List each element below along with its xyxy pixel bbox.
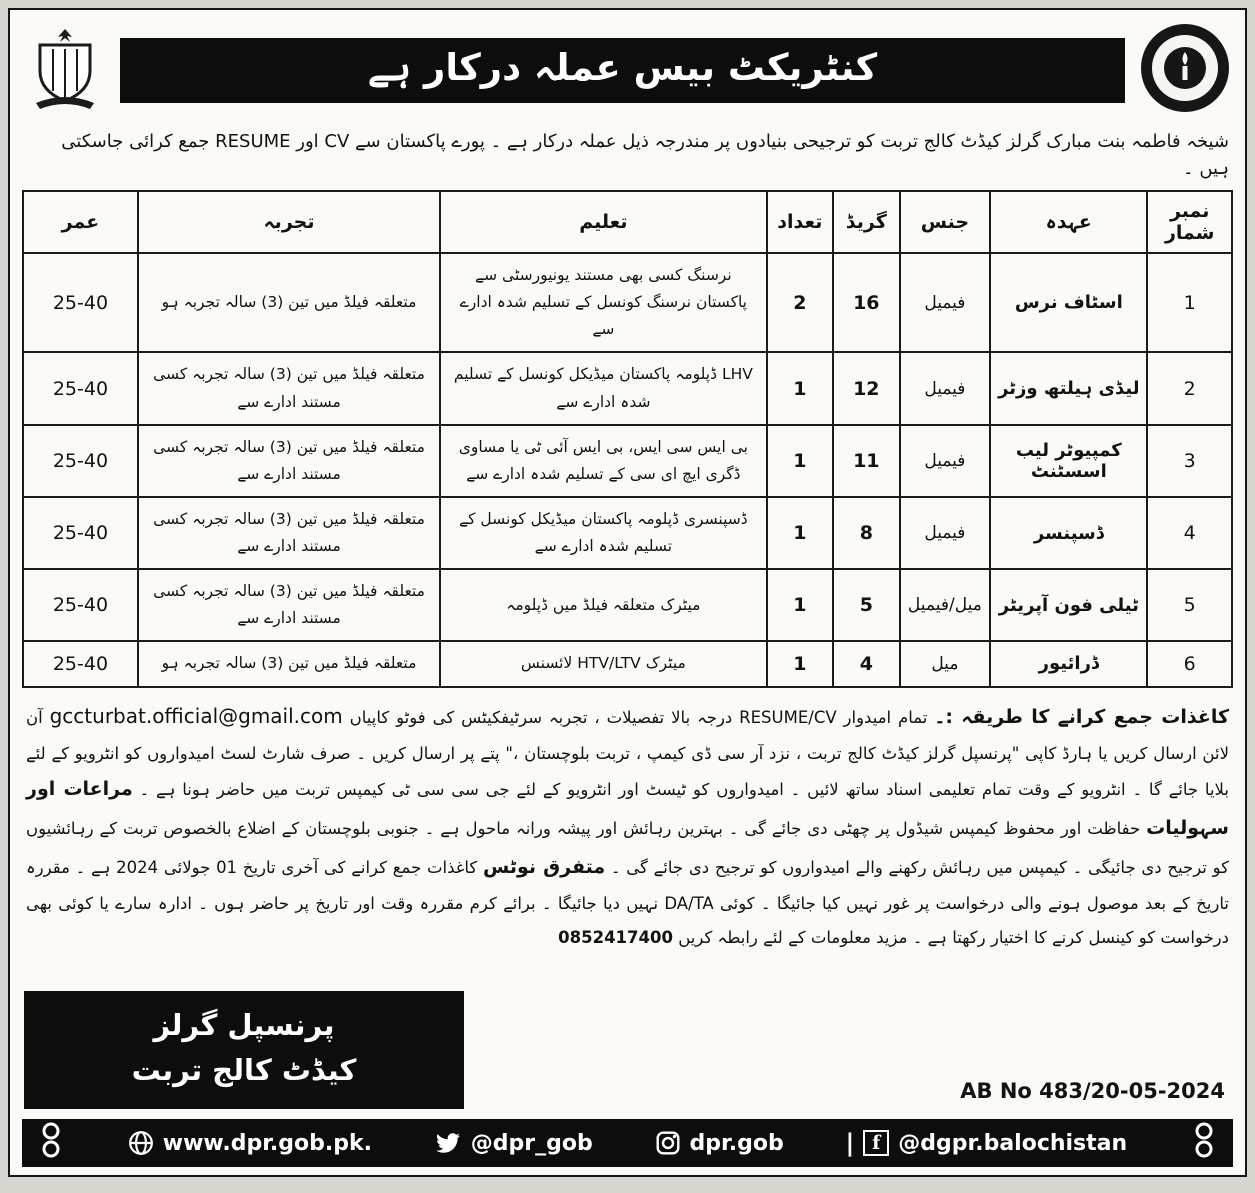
- cell-experience: متعلقہ فیلڈ میں تین (3) سالہ تجربہ کسی مستند ادارے سے: [138, 497, 440, 569]
- website-item: [128, 1130, 372, 1156]
- cell-serial: 3: [1147, 425, 1232, 497]
- cell-grade: 8: [833, 497, 899, 569]
- cell-position: ڈسپنسر: [990, 497, 1147, 569]
- table-row: [23, 569, 1232, 641]
- header-age: عمر: [23, 191, 138, 253]
- details-paragraph: [22, 688, 1233, 959]
- ad-reference-number: AB No 483/20-05-2024: [960, 1079, 1225, 1103]
- intro-text: شیخہ فاطمہ بنت مبارک گرلز کیڈٹ کالج تربت کو ترجیحی بنیادوں پر مندرجہ ذیل عملہ درکار ہے ۔ پورے پاکستان سے CV اور RESUME جمع کرائی جاسکتی ہیں ۔: [61, 131, 1229, 179]
- signature-line2: کیڈٹ کالج تربت: [131, 1053, 357, 1088]
- cell-count: 1: [767, 569, 833, 641]
- facebook-item: [845, 1129, 1127, 1157]
- cell-gender: میل: [900, 641, 991, 686]
- details-text: نہیں دیا جائیگا ۔ برائے کرم مقررہ وقت اور تاریخ پر حاضر ہوں ۔ ادارہ سارے یا کوئی بھی درخواست کو کینسل کرنے کا اختیار رکھتا ہے ۔ مزید معلومات کے لئے رابطہ کریں: [26, 894, 1229, 947]
- table-row: [23, 497, 1232, 569]
- bottom-row: [22, 987, 1233, 1119]
- scroll-ornament-left-icon: [36, 1120, 66, 1166]
- cell-position: اسٹاف نرس: [990, 253, 1147, 352]
- cell-education: ڈسپنسری ڈپلومہ پاکستان میڈیکل کونسل کے تسلیم شدہ ادارے سے: [440, 497, 766, 569]
- cell-count: 2: [767, 253, 833, 352]
- cell-grade: 5: [833, 569, 899, 641]
- cell-gender: فیمیل: [900, 352, 991, 424]
- cell-serial: 4: [1147, 497, 1232, 569]
- government-seal-icon: [1139, 22, 1231, 118]
- jobs-table: [22, 190, 1233, 688]
- cell-serial: 6: [1147, 641, 1232, 686]
- header-education: تعلیم: [440, 191, 766, 253]
- cell-education: میٹرک HTV/LTV لائسنس: [440, 641, 766, 686]
- cell-grade: 16: [833, 253, 899, 352]
- header: [22, 20, 1233, 126]
- header-experience: تجربہ: [138, 191, 440, 253]
- da-ta-text: DA/TA: [664, 894, 714, 914]
- cell-count: 1: [767, 425, 833, 497]
- cell-age: 25-40: [23, 425, 138, 497]
- cell-experience: متعلقہ فیلڈ میں تین (3) سالہ تجربہ کسی مستند ادارے سے: [138, 569, 440, 641]
- cell-count: 1: [767, 497, 833, 569]
- cell-position: ڈرائیور: [990, 641, 1147, 686]
- method-label: کاغذات جمع کرانے کا طریقہ :۔: [934, 705, 1230, 728]
- twitter-icon: [434, 1131, 462, 1155]
- newspaper-ad-page: [8, 8, 1247, 1177]
- details-text: درجہ بالا تفصیلات ، تجربہ سرٹیفکیٹس کی فوٹو کاپیاں: [342, 707, 740, 727]
- table-row: [23, 352, 1232, 424]
- cell-age: 25-40: [23, 569, 138, 641]
- banner-title: کنٹریکٹ بیس عملہ درکار ہے: [120, 38, 1125, 103]
- cell-count: 1: [767, 352, 833, 424]
- cell-serial: 1: [1147, 253, 1232, 352]
- cell-age: 25-40: [23, 497, 138, 569]
- cell-position: کمپیوٹر لیب اسسٹنٹ: [990, 425, 1147, 497]
- cell-experience: متعلقہ فیلڈ میں تین (3) سالہ تجربہ کسی مستند ادارے سے: [138, 425, 440, 497]
- cell-education: بی ایس سی ایس، بی ایس آئی ٹی یا مساوی ڈگری ایچ ای سی کے تسلیم شدہ ادارے سے: [440, 425, 766, 497]
- college-crest-icon: [24, 25, 106, 115]
- cell-experience: متعلقہ فیلڈ میں تین (3) سالہ تجربہ ہو: [138, 253, 440, 352]
- header-position: عہدہ: [990, 191, 1147, 253]
- contact-phone: 0852417400: [558, 927, 673, 947]
- misc-notes-label: متفرق نوٹس: [483, 856, 606, 879]
- facebook-handle-text: @dgpr.balochistan: [898, 1130, 1128, 1156]
- details-text: آن لائن ارسال کریں یا ہارڈ کاپی "پرنسپل گرلز کیڈٹ کالج تربت ، نزد آر سی ڈی کیمپ ، تربت بلوچستان ،" پتے پر ارسال کریں ۔ صرف شارٹ لسٹ امیدواروں کو انٹرویو کے لئے بلایا جائے گا ۔ انٹرویو کے وقت تمام تعلیمی اسناد ساتھ لائیں ۔ امیدواروں کو ٹیسٹ اور انٹرویو کے لئے جی سی سی ٹی کیمپس تربت میں حاضر ہونا ہے ۔: [26, 707, 1229, 800]
- table-header-row: [23, 191, 1232, 253]
- cell-serial: 5: [1147, 569, 1232, 641]
- bar-divider: |: [845, 1129, 855, 1157]
- scroll-ornament-right-icon: [1189, 1120, 1219, 1166]
- instagram-item: [655, 1130, 784, 1156]
- cell-education: LHV ڈپلومہ پاکستان میڈیکل کونسل کے تسلیم شدہ ادارے سے: [440, 352, 766, 424]
- cell-position: ٹیلی فون آپریٹر: [990, 569, 1147, 641]
- twitter-handle-text: @dpr_gob: [470, 1130, 593, 1156]
- header-count: تعداد: [767, 191, 833, 253]
- header-serial: نمبر شمار: [1147, 191, 1232, 253]
- table-row: [23, 641, 1232, 686]
- social-bar: [22, 1119, 1233, 1167]
- cell-age: 25-40: [23, 352, 138, 424]
- cell-gender: فیمیل: [900, 425, 991, 497]
- cell-age: 25-40: [23, 253, 138, 352]
- resume-cv-text: RESUME/CV: [739, 707, 837, 727]
- signature-line1: پرنسپل گرلز: [153, 1008, 335, 1043]
- twitter-item: [434, 1131, 593, 1156]
- instagram-icon: [655, 1130, 681, 1156]
- details-text: تمام امیدوار: [836, 707, 935, 727]
- cell-age: 25-40: [23, 641, 138, 686]
- cell-education: میٹرک متعلقہ فیلڈ میں ڈپلومہ: [440, 569, 766, 641]
- details-text: حفاظت اور محفوظ کیمپس شیڈول پر چھٹی دی جائے گی ۔ بہترین رہائش اور پیشہ ورانہ ماحول ہے ۔ جنوبی بلوچستان کے اضلاع بالخصوص تربت کے رہائشیوں کو ترجیح دی جائیگی ۔ کیمپس میں رہائش رکھنے والے امیدواروں کو ترجیح دی جائے گی ۔: [26, 819, 1230, 878]
- cell-grade: 4: [833, 641, 899, 686]
- cell-education: نرسنگ کسی بھی مستند یونیورسٹی سے پاکستان نرسنگ کونسل کے تسلیم شدہ ادارے سے: [440, 253, 766, 352]
- instagram-handle-text: dpr.gob: [689, 1130, 784, 1156]
- header-gender: جنس: [900, 191, 991, 253]
- facebook-icon: f: [863, 1130, 889, 1156]
- cell-gender: فیمیل: [900, 253, 991, 352]
- details-text: کاغذات جمع کرانے کی آخری تاریخ 01 جولائی 2024 ہے ۔ مقررہ تاریخ کے بعد موصول ہونے والی درخواست پر غور نہیں کیا جائیگا ۔ کوئی: [26, 858, 1230, 914]
- signature-box: [24, 991, 464, 1109]
- cell-grade: 12: [833, 352, 899, 424]
- cell-position: لیڈی ہیلتھ وزٹر: [990, 352, 1147, 424]
- cell-experience: متعلقہ فیلڈ میں تین (3) سالہ تجربہ کسی مستند ادارے سے: [138, 352, 440, 424]
- cell-gender: فیمیل: [900, 497, 991, 569]
- website-text: www.dpr.gob.pk.: [162, 1130, 372, 1156]
- table-row: [23, 425, 1232, 497]
- header-grade: گریڈ: [833, 191, 899, 253]
- cell-count: 1: [767, 641, 833, 686]
- email-address: gccturbat.official@gmail.com: [49, 703, 343, 728]
- cell-grade: 11: [833, 425, 899, 497]
- cell-serial: 2: [1147, 352, 1232, 424]
- cell-experience: متعلقہ فیلڈ میں تین (3) سالہ تجربہ ہو: [138, 641, 440, 686]
- globe-icon: [128, 1130, 154, 1156]
- cell-gender: میل/فیمیل: [900, 569, 991, 641]
- table-row: [23, 253, 1232, 352]
- perks-label: مراعات اور سہولیات: [26, 778, 1229, 840]
